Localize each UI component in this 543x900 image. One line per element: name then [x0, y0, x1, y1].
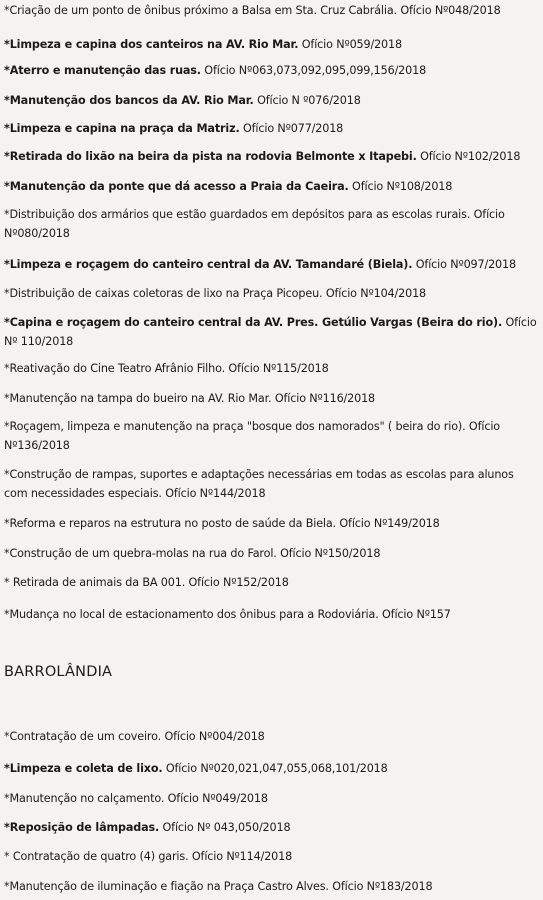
list-item	[4, 545, 537, 564]
list-item	[4, 574, 537, 593]
list-item	[4, 790, 537, 809]
item-text: Ofício Nº077/2018	[239, 122, 344, 135]
item-text: Ofício Nº059/2018	[298, 38, 402, 51]
item-text: Ofício Nº097/2018	[412, 258, 516, 271]
item-text: *Construção de um quebra-molas na rua do Farol. Ofício Nº150/2018	[4, 547, 381, 560]
item-text: Ofício Nº 110/2018	[4, 316, 537, 348]
list-item	[4, 256, 537, 275]
list-item	[4, 819, 537, 838]
list-item	[4, 314, 537, 351]
item-bold-text: *Limpeza e roçagem do canteiro central da AV. Tamandaré (Biela).	[4, 258, 413, 271]
list-item	[4, 515, 537, 534]
list-item	[4, 760, 537, 779]
item-text: *Distribuição de caixas coletoras de lixo na Praça Picopeu. Ofício Nº104/2018	[4, 287, 427, 300]
item-text: * Contratação de quatro (4) garis. Ofício Nº114/2018	[4, 850, 293, 863]
list-item	[4, 606, 537, 625]
list-item	[4, 120, 537, 139]
item-text: *Manutenção na tampa do bueiro na AV. Rio Mar. Ofício Nº116/2018	[4, 392, 376, 405]
list-item	[4, 2, 537, 21]
item-bold-text: *Limpeza e coleta de lixo.	[4, 762, 163, 775]
item-text: *Roçagem, limpeza e manutenção na praça "bosque dos namorados" ( beira do rio). Ofício Nº136/2018	[4, 420, 500, 452]
item-text: *Criação de um ponto de ônibus próximo a Balsa em Sta. Cruz Cabrália. Ofício Nº048/2018	[4, 4, 501, 17]
item-bold-text: *Aterro e manutenção das ruas.	[4, 64, 201, 77]
item-bold-text: *Capina e roçagem do canteiro central da AV. Pres. Getúlio Vargas (Beira do rio).	[4, 316, 503, 329]
section-title: BARROLÂNDIA	[4, 664, 113, 680]
list-item	[4, 62, 537, 81]
item-text: *Contratação de um coveiro. Ofício Nº004/2018	[4, 730, 265, 743]
list-item	[4, 206, 537, 243]
item-bold-text: *Retirada do lixão na beira da pista na rodovia Belmonte x Itapebi.	[4, 150, 417, 163]
item-text: *Construção de rampas, suportes e adaptações necessárias em todas as escolas para alunos com necessidades especiais. Ofício Nº144/2018	[4, 468, 514, 500]
list-item	[4, 848, 537, 867]
list-item	[4, 466, 537, 503]
item-text: Ofício Nº108/2018	[348, 180, 453, 193]
item-bold-text: *Reposição de lâmpadas.	[4, 821, 160, 834]
item-text: Ofício N º076/2018	[253, 94, 361, 107]
list-item	[4, 178, 537, 197]
item-text: *Mudança no local de estacionamento dos ônibus para a Rodoviária. Ofício Nº157	[4, 608, 451, 621]
item-text: *Distribuição dos armários que estão guardados em depósitos para as escolas rurais. Ofício Nº080/2018	[4, 208, 505, 240]
list-item	[4, 390, 537, 409]
item-bold-text: *Limpeza e capina dos canteiros na AV. Rio Mar.	[4, 38, 299, 51]
item-bold-text: *Limpeza e capina na praça da Matriz.	[4, 122, 240, 135]
item-text: Ofício Nº063,073,092,095,099,156/2018	[200, 64, 427, 77]
list-item	[4, 418, 537, 455]
item-bold-text: *Manutenção dos bancos da AV. Rio Mar.	[4, 94, 254, 107]
item-text: *Manutenção no calçamento. Ofício Nº049/2018	[4, 792, 268, 805]
list-item	[4, 878, 537, 897]
item-text: Ofício Nº020,021,047,055,068,101/2018	[162, 762, 388, 775]
item-text: *Reativação do Cine Teatro Afrânio Filho. Ofício Nº115/2018	[4, 362, 329, 375]
item-text: *Manutenção de iluminação e fiação na Praça Castro Alves. Ofício Nº183/2018	[4, 880, 433, 893]
item-text: Ofício Nº102/2018	[416, 150, 521, 163]
item-text: * Retirada de animais da BA 001. Ofício Nº152/2018	[4, 576, 289, 589]
list-item	[4, 728, 537, 747]
list-item	[4, 360, 537, 379]
list-item	[4, 285, 537, 304]
item-bold-text: *Manutenção da ponte que dá acesso a Praia da Caeira.	[4, 180, 349, 193]
list-item	[4, 148, 537, 167]
list-item	[4, 36, 537, 55]
item-text: Ofício Nº 043,050/2018	[159, 821, 291, 834]
item-text: *Reforma e reparos na estrutura no posto de saúde da Biela. Ofício Nº149/2018	[4, 517, 440, 530]
list-item	[4, 92, 537, 111]
